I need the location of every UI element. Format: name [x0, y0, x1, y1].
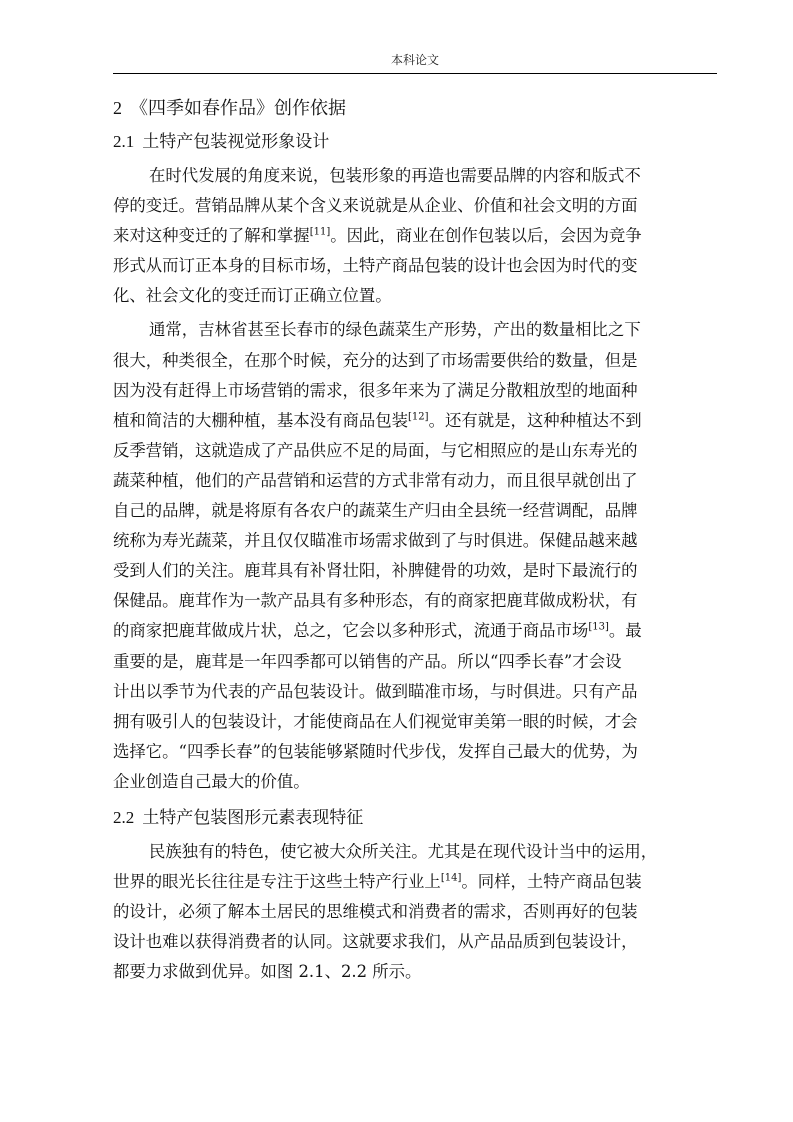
text-line: 拥有吸引人的包装设计，才能使商品在人们视觉审美第一眼的时候，才会 [113, 711, 638, 731]
text-line: 的商家把鹿茸做成片状，总之，它会以多种形式，流通于商品市场[13]。最 [113, 621, 642, 641]
subsection-title: 土特产包装图形元素表现特征 [142, 807, 364, 828]
header-rule [113, 73, 717, 74]
section-heading [113, 93, 717, 123]
subsection-title: 土特产包装视觉形象设计 [142, 132, 330, 152]
paragraph-2-2-1 [113, 837, 717, 987]
section-title: 《四季如春作品》创作依据 [130, 98, 346, 119]
text-line: 民族独有的特色，使它被大众所关注。尤其是在现代设计当中的运用， [149, 841, 658, 861]
text-line: 自己的品牌，就是将原有各农户的蔬菜生产归由全县统一经营调配，品牌 [113, 501, 638, 521]
page-body [113, 93, 717, 987]
paragraph-2-1-2 [113, 315, 717, 797]
text-line: 设计也难以获得消费者的认同。这就要求我们，从产品品质到包装设计， [113, 932, 638, 952]
text-line: 受到人们的关注。鹿茸具有补肾壮阳，补脾健骨的功效，是时下最流行的 [113, 561, 638, 581]
paragraph-2-1-1 [113, 161, 717, 311]
citation-marker: [13] [588, 621, 609, 633]
text-line: 停的变迁。营销品牌从某个含义来说就是从企业、价值和社会文明的方面 [113, 196, 638, 216]
text-line: 企业创造自己最大的价值。 [113, 771, 310, 791]
text-line: 保健品。鹿茸作为一款产品具有多种形态，有的商家把鹿茸做成粉状，有 [113, 591, 638, 611]
citation-marker: [11] [309, 226, 331, 238]
text-line: 形式从而订正本身的目标市场，土特产商品包装的设计也会因为时代的变 [113, 256, 638, 276]
text-line: 在时代发展的角度来说，包装形象的再造也需要品牌的内容和版式不 [149, 166, 641, 185]
subsection-heading-2-2 [113, 803, 717, 833]
section-number: 2 [113, 98, 122, 118]
text-line: 来对这种变迁的了解和掌握[11]。因此，商业在创作包装以后，会因为竞争 [113, 226, 642, 246]
text-line: 因为没有赶得上市场营销的需求，很多年来为了满足分散粗放型的地面种 [113, 380, 638, 400]
subsection-number: 2.2 [113, 807, 135, 827]
text-line: 统称为寿光蔬菜，并且仅仅瞄准市场需求做到了与时俱进。保健品越来越 [113, 531, 638, 551]
text-line: 都要力求做到优异。如图 2.1、2.2 所示。 [113, 962, 422, 982]
text-line: 反季营销，这就造成了产品供应不足的局面，与它相照应的是山东寿光的 [113, 440, 638, 460]
text-line: 蔬菜种植，他们的产品营销和运营的方式非常有动力，而且很早就创出了 [113, 470, 638, 490]
text-line: 世界的眼光长往往是专注于这些土特产行业上[14]。同样，土特产商品包装 [113, 872, 642, 892]
text-line: 计出以季节为代表的产品包装设计。做到瞄准市场，与时俱进。只有产品 [113, 681, 638, 701]
citation-marker: [14] [440, 872, 462, 884]
page-header: 本科论文 [390, 53, 439, 67]
text-line: 很大，种类很全，在那个时候，充分的达到了市场需要供给的数量，但是 [113, 350, 638, 370]
subsection-heading-2-1 [113, 127, 717, 157]
text-line: 重要的是，鹿茸是一年四季都可以销售的产品。所以“四季长春”才会设 [113, 651, 622, 671]
citation-marker: [12] [408, 411, 429, 423]
text-line: 化、社会文化的变迁而订正确立位置。 [113, 286, 392, 306]
text-line: 通常，吉林省甚至长春市的绿色蔬菜生产形势，产出的数量相比之下 [149, 320, 641, 340]
text-line: 选择它。“四季长春”的包装能够紧随时代步伐，发挥自己最大的优势，为 [113, 741, 638, 761]
text-line: 植和简洁的大棚种植，基本没有商品包装[12]。还有就是，这种种植达不到 [113, 410, 642, 430]
text-line: 的设计，必须了解本土居民的思维模式和消费者的需求，否则再好的包装 [113, 902, 638, 922]
subsection-number: 2.1 [113, 132, 135, 151]
